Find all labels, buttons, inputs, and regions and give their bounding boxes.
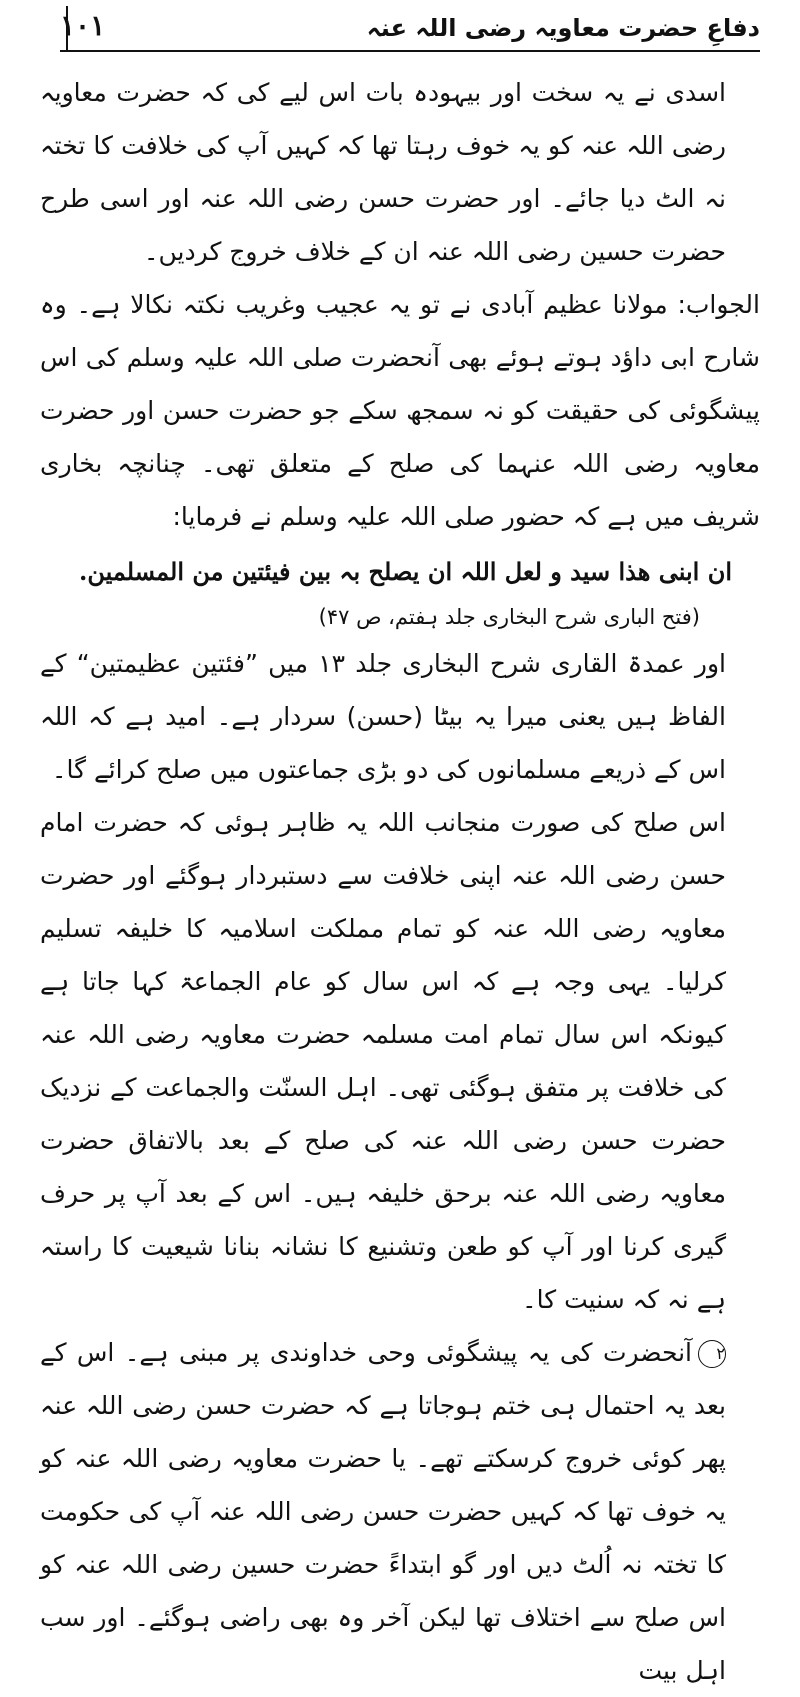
page-body xyxy=(40,66,760,1697)
paragraph-text: آنحضرت کی یہ پیشگوئی وحی خداوندی پر مبنی ہے۔ اس کے بعد یہ احتمال ہی ختم ہوجاتا ہے کہ حضرت حسن رضی اللہ عنہ پھر کوئی خروج کرسکتے تھے۔ یا حضرت معاویہ رضی اللہ عنہ کو یہ خوف تھا کہ کہیں حضرت حسن رضی اللہ عنہ آپ کی حکومت کا تختہ نہ اُلٹ دیں اور گو ابتداءً حضرت حسین رضی اللہ عنہ کو اس صلح سے اختلاف تھا لیکن آخر وہ بھی راضی ہوگئے۔ اور سب اہل بیت xyxy=(40,1338,726,1685)
point-number-badge: ۲ xyxy=(698,1340,726,1368)
paragraph: اس صلح کی صورت منجانب اللہ یہ ظاہر ہوئی کہ حضرت امام حسن رضی اللہ عنہ اپنی خلافت سے دستبردار ہوگئے اور حضرت معاویہ رضی اللہ عنہ کو تمام مملکت اسلامیہ کا خلیفہ تسلیم کرلیا۔ یہی وجہ ہے کہ اس سال کو عام الجماعۃ کہا جاتا ہے کیونکہ اس سال تمام امت مسلمہ حضرت معاویہ رضی اللہ عنہ کی خلافت پر متفق ہوگئی تھی۔ اہل السنّت والجماعت کے نزدیک حضرت حسن رضی اللہ عنہ کی صلح کے بعد بالاتفاق حضرت معاویہ رضی اللہ عنہ برحق خلیفہ ہیں۔ اس کے بعد آپ پر حرف گیری کرنا اور آپ کو طعن وتشنیع کا نشانہ بنانا شیعیت کا راستہ ہے نہ کہ سنیت کا۔ xyxy=(40,808,726,1314)
paragraph: اور عمدۃ القاری شرح البخاری جلد ۱۳ میں ”فئتین عظیمتین“ کے الفاظ ہیں یعنی میرا یہ بیٹا (حسن) سردار ہے۔ امید ہے کہ اللہ اس کے ذریعے مسلمانوں کی دو بڑی جماعتوں میں صلح کرائے گا۔ xyxy=(40,649,726,784)
paragraph: اسدی نے یہ سخت اور بیہودہ بات اس لیے کی کہ حضرت معاویہ رضی اللہ عنہ کو یہ خوف رہتا تھا کہ کہیں آپ کی خلافت کا تختہ نہ الٹ دیا جائے۔ اور حضرت حسن رضی اللہ عنہ اور اسی طرح حضرت حسین رضی اللہ عنہ ان کے خلاف خروج کردیں۔ xyxy=(40,78,726,266)
running-title: دفاعِ حضرت معاویہ رضی اللہ عنہ xyxy=(366,14,760,42)
paragraph: الجواب: مولانا عظیم آبادی نے تو یہ عجیب وغریب نکتہ نکالا ہے۔ وہ شارح ابی داؤد ہوتے ہوئے بھی آنحضرت صلی اللہ علیہ وسلم کی اس پیشگوئی کی حقیقت کو نہ سمجھ سکے جو حضرت حسن اور حضرت معاویہ رضی اللہ عنہما کی صلح کے متعلق تھی۔ چنانچہ بخاری شریف میں ہے کہ حضور صلی اللہ علیہ وسلم نے فرمایا: xyxy=(40,290,760,531)
arabic-hadith-quote: ان ابنی ھذا سید و لعل اللہ ان یصلح بہ بین فیئتین من المسلمین. xyxy=(79,557,732,586)
page-number: ۱۰۱ xyxy=(60,9,106,42)
header-rule xyxy=(60,50,760,52)
numbered-paragraph xyxy=(40,1326,760,1697)
page-header xyxy=(60,8,760,48)
citation: (فتح الباری شرح البخاری جلد ہفتم، ص ۴۷) xyxy=(318,605,700,629)
header-divider xyxy=(66,6,68,50)
